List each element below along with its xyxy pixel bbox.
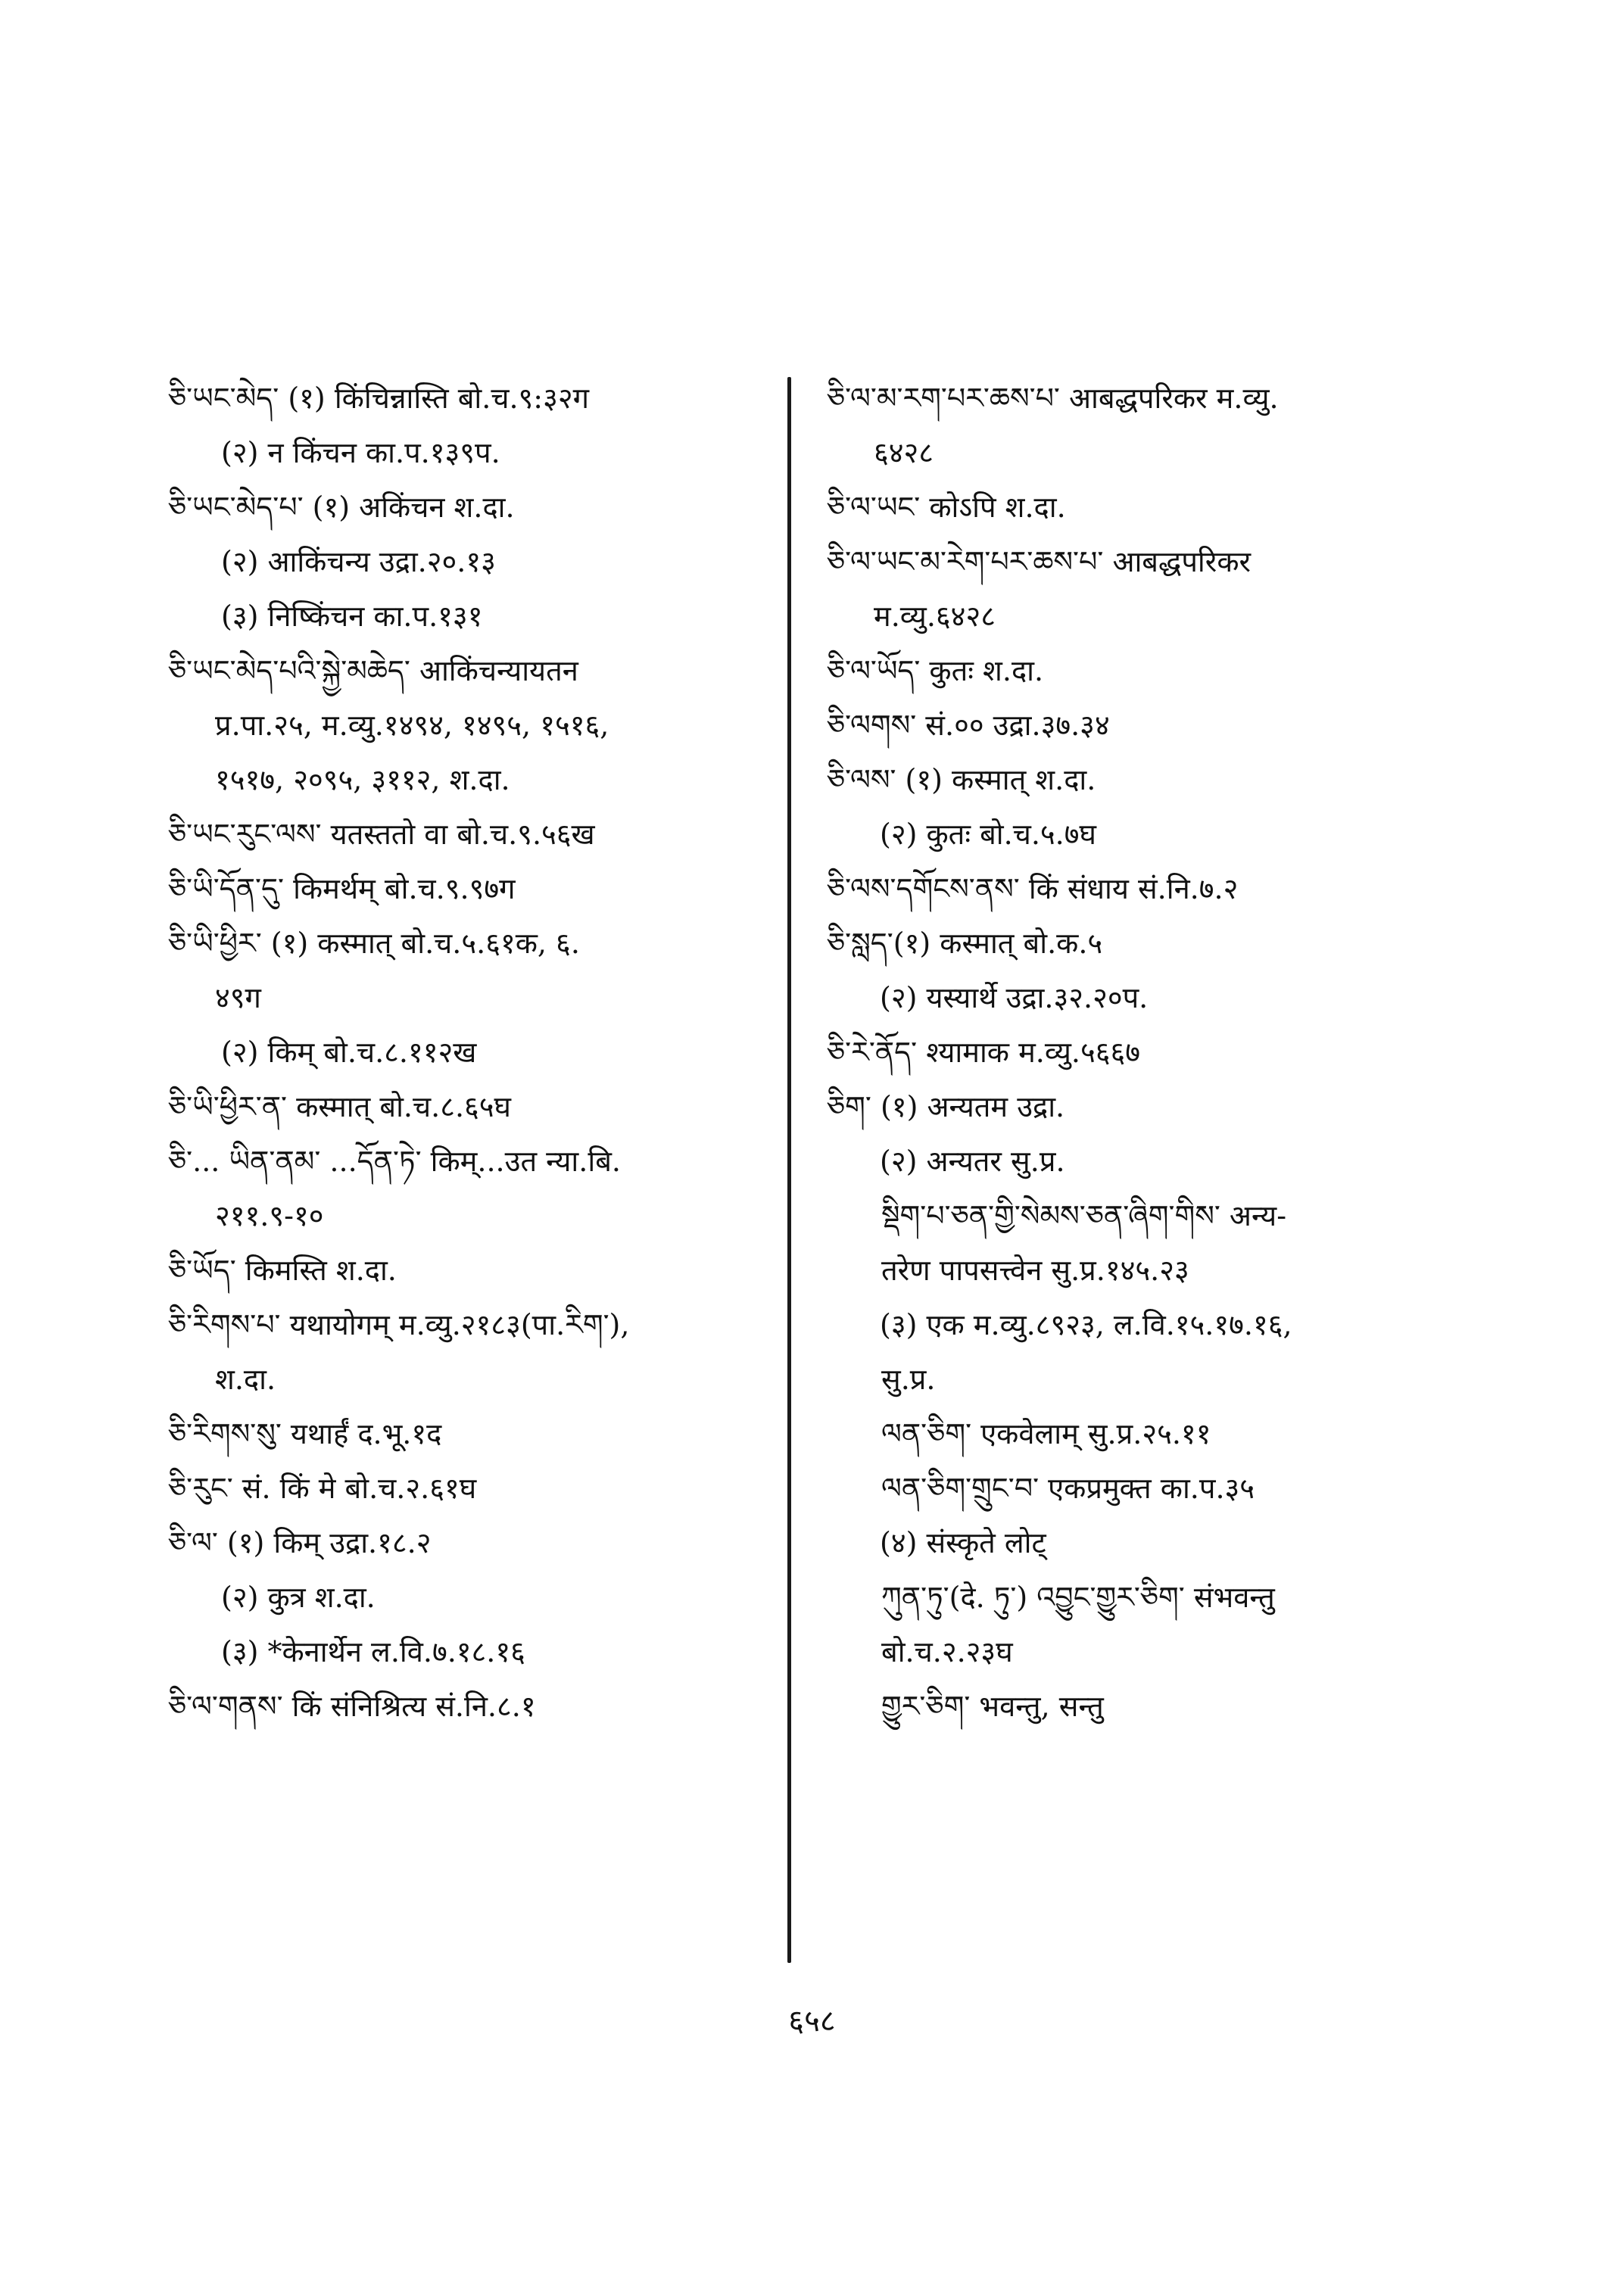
entry-sense-line: (२) यस्यार्थे उद्रा.३२.२०प. xyxy=(880,981,1149,1014)
entry-sense-line: གྱུར་ཅིག་ भवन्तु, सन्तु xyxy=(881,1690,1104,1723)
column-divider xyxy=(787,377,791,1963)
dictionary-entry: ཅི་ལ་ཡང་མ་རེག་པར་ཆས་པ་ आबद्धपरिकर xyxy=(827,545,1252,578)
left-column xyxy=(168,371,781,1734)
entry-sense-line: (४) संस्कृते लोट् xyxy=(880,1526,1046,1559)
page-number: ६५८ xyxy=(788,2004,836,2039)
dictionary-entry: ཅིག་ (१) अन्यतम उद्रा. xyxy=(827,1090,1065,1123)
entry-sense-line: (२) कुतः बो.च.५.७घ xyxy=(880,818,1096,851)
dictionary-entry: ཅི་ལས་དགོངས་ནས་ किं संधाय सं.नि.७.२ xyxy=(827,872,1239,905)
dictionary-entry: ཅི་ལ་གནས་ किं संनिश्रित्य सं.नि.८.१ xyxy=(168,1690,536,1723)
entry-sense-line: ལན་ཅིག་ एकवेलाम् सु.प्र.२५.११ xyxy=(881,1417,1211,1450)
entry-sense-line: तरेण पापसत्त्वेन सु.प्र.१४५.२३ xyxy=(881,1254,1189,1287)
entry-sense-line: (३) निष्किंचन का.प.१३१ xyxy=(221,600,483,633)
dictionary-entry: ཅི་ཡི་ཕྱིར་ན་ कस्मात् बो.च.८.६५घ xyxy=(168,1090,512,1123)
entry-sense-line: बो.च.२.२३घ xyxy=(881,1635,1013,1668)
dictionary-entry: ཅི་རིགས་སུ་ यथार्हं द.भू.१द xyxy=(168,1417,442,1450)
dictionary-entry: ཅི་ལགས་ सं.०० उद्रा.३७.३४ xyxy=(827,709,1110,742)
dictionary-entry: ཅི་ལ་ (१) किम् उद्रा.१८.२ xyxy=(168,1526,432,1559)
entry-sense-line: ལན་ཅིག་གྲུང་བ་ एकप्रमुक्त का.प.३५ xyxy=(881,1472,1255,1505)
dictionary-entry: ཅི་རིགས་པ་ यथायोगम् म.व्यु.२१८३(पा.རིག་), xyxy=(168,1308,630,1341)
entry-sense-line: सु.प्र. xyxy=(881,1363,936,1396)
dictionary-entry: ཅི་ལ་མ་རག་པར་ཆས་པ་ आबद्धपरिकर म.व्यु. xyxy=(827,382,1279,415)
dictionary-entry: ཅི་ཡང་རུང་ལས་ यतस्ततो वा बो.च.९.५६ख xyxy=(168,818,595,851)
entry-sense-line: श.दा. xyxy=(215,1363,276,1396)
entry-sense-line: (२) आकिंचन्य उद्रा.२०.१३ xyxy=(221,545,496,578)
entry-sense-line: སྡིག་པ་ཅན་གྱི་སེམས་ཅན་ཞིག་གིས་ अन्य- xyxy=(881,1199,1287,1232)
entry-sense-line: (२) कुत्र श.दा. xyxy=(221,1581,376,1614)
dictionary-entry: ཅི་རེ་ནོད་ श्यामाक म.व्यु.५६६७ xyxy=(827,1036,1141,1069)
dictionary-entry: ཅི་ལ་ཡང་ कोऽपि श.दा. xyxy=(827,491,1066,524)
entry-sense-line: १५१७, २०९५, ३११२, श.दा. xyxy=(215,763,510,796)
dictionary-entry: ཅི་ལས་ (१) कस्मात् श.दा. xyxy=(827,763,1096,796)
dictionary-entry: ཅི་ཡི་དོན་དུ་ किमर्थम् बो.च.९.९७ग xyxy=(168,872,516,905)
dictionary-entry: ཅི་... ཡིན་ནམ་ ...དོན་ཏེ་ किम्...उत न्या.बि. xyxy=(168,1145,621,1178)
entry-sense-line: ६४२८ xyxy=(874,436,934,469)
entry-sense-line: (२) अन्यतर सु.प्र. xyxy=(880,1145,1065,1178)
entry-sense-line: २११.९-१० xyxy=(215,1199,324,1232)
dictionary-entry: ཅི་རུང་ सं. किं मे बो.च.२.६१घ xyxy=(168,1472,477,1505)
entry-sense-line: (३) *केनार्थेन ल.वि.७.१८.१६ xyxy=(221,1635,525,1668)
dictionary-entry: ཅི་ཡོད་ किमस्ति श.दा. xyxy=(168,1254,397,1287)
dictionary-entry: ཅི་སླད་(१) कस्मात् बो.क.५ xyxy=(827,927,1103,960)
dictionary-entry: ཅི་ཡང་མེད་ (१) किंचिन्नास्ति बो.च.९:३२ग xyxy=(168,382,589,415)
dictionary-entry: ཅི་ཡང་མེད་པའི་སྐྱེ་མཆེད་ आकिंचन्यायतन xyxy=(168,654,578,687)
dictionary-entry: ཅི་ཡི་ཕྱིར་ (१) कस्मात् बो.च.५.६१क, ६. xyxy=(168,927,580,960)
entry-sense-line: प्र.पा.२५, म.व्यु.१४९४, १४९५, १५१६, xyxy=(215,709,609,742)
entry-sense-line: (२) किम् बो.च.८.११२ख xyxy=(221,1036,477,1069)
right-column xyxy=(827,371,1463,1734)
entry-sense-line: ཀུན་ཏུ་(दे. ཏུ་) འབྱུང་གྱུར་ཅིག་ संभवन्तु xyxy=(881,1581,1275,1614)
dictionary-entry: ཅི་ཡང་མེད་པ་ (१) अकिंचन श.दा. xyxy=(168,491,515,524)
entry-sense-line: म.व्यु.६४२८ xyxy=(874,600,996,633)
entry-sense-line: (३) एक म.व्यु.८९२३, ल.वि.१५.१७.१६, xyxy=(880,1308,1292,1341)
dictionary-entry: ཅི་ལ་ཡོད་ कुतः श.दा. xyxy=(827,654,1044,687)
entry-sense-line: (२) न किंचन का.प.१३९प. xyxy=(221,436,500,469)
entry-sense-line: ४९ग xyxy=(215,981,261,1014)
